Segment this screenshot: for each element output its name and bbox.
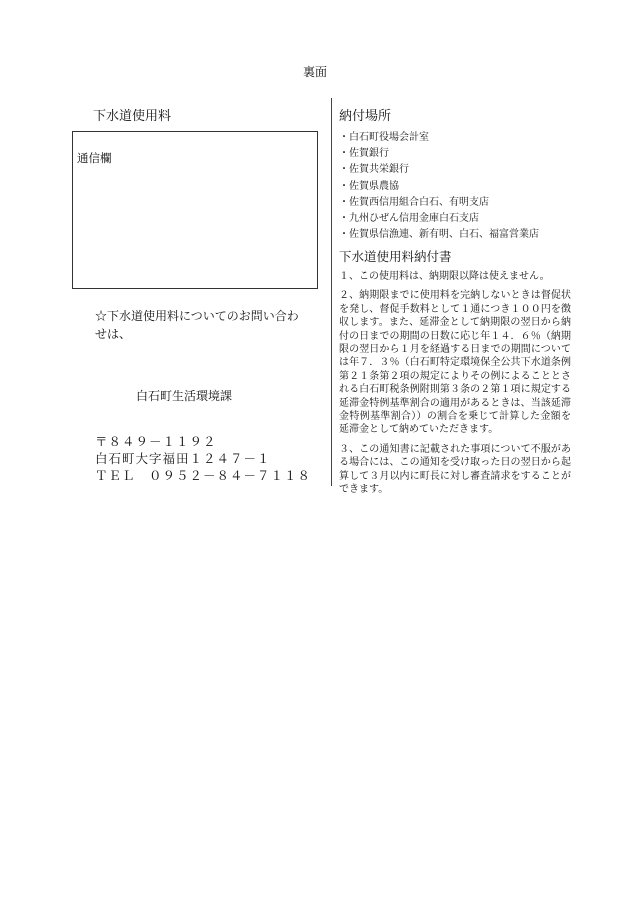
communication-box-label: 通信欄	[77, 151, 112, 165]
payment-place-item: ・白石町役場会計室	[339, 132, 429, 143]
payment-place-item: ・佐賀県農協	[339, 180, 399, 192]
note-appeal: ３、この通知書に記載された事項について不服がある場合には、この通知を受け取った日の翌日から起算して３月以内に町長に対し審査請求をすることができます。	[339, 443, 571, 496]
payment-places-heading: 納付場所	[339, 109, 392, 124]
street-address: 白石町大字福田１２４７－１	[95, 451, 271, 466]
payment-place-item: ・佐賀西信用組合白石、有明支店	[339, 196, 489, 208]
communication-box	[72, 131, 318, 289]
postal-code: 〒８４９－１１９２	[95, 434, 217, 449]
payment-place-item: ・九州ひぜん信用金庫白石支店	[339, 213, 479, 225]
payment-place-item: ・佐賀県信漁連、新有明、白石、福富営業店	[339, 229, 539, 241]
contact-address	[95, 433, 311, 484]
note-expiry: １、この使用料は、納期限以降は使えません。	[339, 271, 550, 282]
column-divider	[331, 98, 332, 486]
payment-places-list	[339, 130, 539, 243]
note-late-fee: ２、納期限までに使用料を完納しないときは督促状を発し、督促手数料として１通につき１００円を徴収します。また、延滞金として納期限の翌日から納付の日までの期間の日数に応じ年１４．６％（納期限の翌日から１月を経過する日までの期間については年７．３％（白石町特定環境保全公共下水道条例第２１条第２項の規定によりその例によることとされる白石町税条例附則第３条の２第１項に規定する延滞金特例基準割合の適用があるときは、当該延滞金特例基準割合））の割合を乗じて計算した金額を延滞金として納めていただきます。	[339, 290, 571, 436]
page-title: 裏面	[302, 65, 327, 79]
payment-notes	[339, 270, 571, 503]
payment-place-item: ・佐賀銀行	[339, 148, 389, 160]
inquiry-text: ☆下水道使用料についてのお問い合わせは、	[95, 309, 299, 341]
department-name: 白石町生活環境課	[136, 389, 233, 403]
telephone-number: ＴＥＬ ０９５２－８４－７１１８	[95, 468, 312, 483]
payment-place-item: ・佐賀共栄銀行	[339, 164, 409, 176]
sewer-fee-heading: 下水道使用料	[93, 109, 172, 124]
payment-slip-title: 下水道使用料納付書	[339, 249, 452, 264]
